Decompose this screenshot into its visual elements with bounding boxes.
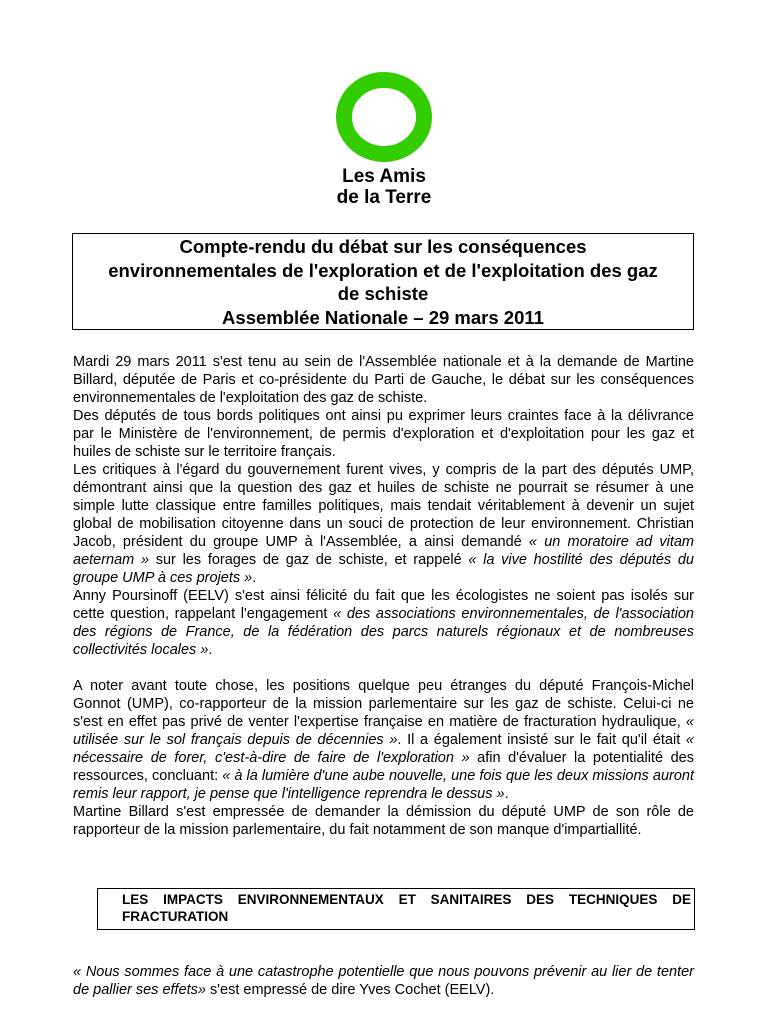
section-heading: LES IMPACTS ENVIRONNEMENTAUX ET SANITAIRES DES TECHNIQUES DE FRACTURATION (97, 888, 695, 930)
green-ring-icon (334, 70, 434, 164)
paragraph-4 (73, 587, 694, 659)
quote-moratoire: « un moratoire ad vitam aeternam » (73, 534, 694, 568)
document-title (72, 233, 694, 330)
paragraph-5-text-a: A noter avant toute chose, les positions quelque peu étranges du député François-Michel Gonnot (UMP), co-rapporteur de la mission parlementaire sur les gaz de schiste. Celui-ci ne s'est en effet pas privé de venter l'expertise française en matière de fracturation hydraulique, (73, 678, 694, 730)
logo-line-1: Les Amis (342, 166, 426, 187)
closing-attribution: s'est empressé de dire Yves Cochet (EELV). (206, 982, 495, 998)
closing-text (73, 963, 694, 999)
paragraph-3-text-a: Les critiques à l'égard du gouvernement furent vives, y compris de la part des députés UMP, démontrant ainsi que la question des gaz et huiles de schiste ne pourrait se résumer à une simple lutte classique entre familles politiques, mais tendait véritablement à devenir un sujet global de mobilisation citoyenne dans un souci de protection de leur environnement. Christian Jacob, président du groupe UMP à l'Assemblée, a ainsi demandé (73, 462, 694, 550)
quote-associations: « des associations environnementales, de l'association des régions de France, de la fédération des parcs naturels régionaux et de nombreuses collectivités locales » (73, 606, 694, 658)
quote-lumiere: « à la lumière d'une aube nouvelle, une fois que les deux missions auront remis leur rapport, je pense que l'intelligence reprendra le dessus » (73, 768, 694, 802)
paragraph-2: Des députés de tous bords politiques ont ainsi pu exprimer leurs craintes face à la délivrance par le Ministère de l'environnement, de permis d'exploration et d'exploitation pour les gaz et huiles de schiste sur le territoire français. (73, 408, 694, 460)
paragraph-4-text-a: Anny Poursinoff (EELV) s'est ainsi félicité du fait que les écologistes ne soient pas isolés sur cette question, rappelant l'engagement (73, 588, 694, 622)
quote-decennies: « utilisée sur le sol français depuis de décennies » (73, 714, 694, 748)
body-text (73, 353, 694, 839)
quote-cochet: « Nous sommes face à une catastrophe potentielle que nous pouvons prévenir au lier de tenter de pallier ses effets» (73, 964, 694, 998)
paragraph-3-text-b: sur les forages de gaz de schiste, et rappelé (149, 552, 469, 568)
title-line-2: environnementales de l'exploration et de l'exploitation des gaz (108, 259, 658, 281)
paragraph-5 (73, 677, 694, 803)
logo-text (0, 166, 768, 208)
quote-hostilite: « la vive hostilité des députés du groupe UMP à ces projets » (73, 552, 695, 586)
paragraph-6: Martine Billard s'est empressée de demander la démission du député UMP de son rôle de rapporteur de la mission parlementaire, du fait notamment de son manque d'impartiallité. (73, 804, 694, 838)
paragraph-spacer (73, 659, 694, 677)
paragraph-1: Mardi 29 mars 2011 s'est tenu au sein de l'Assemblée nationale et à la demande de Martine Billard, députée de Paris et co-présidente du Parti de Gauche, le débat sur les conséquences environnementales de l'exploitation des gaz de schiste. (73, 354, 694, 406)
paragraph-4-text-b: . (208, 642, 213, 658)
title-line-4: Assemblée Nationale – 29 mars 2011 (222, 306, 544, 328)
title-line-1: Compte-rendu du débat sur les conséquences (179, 236, 587, 257)
paragraph-3 (73, 461, 694, 587)
paragraph-5-text-d: . (504, 786, 509, 802)
paragraph-5-text-b: . Il a également insisté sur le fait qu'il était (397, 732, 686, 748)
closing-paragraph (73, 963, 694, 999)
paragraph-3-text-c: . (252, 570, 257, 586)
quote-forer: « nécessaire de forer, c'est-à-dire de faire de l'exploration » (73, 732, 694, 766)
logo-line-2: de la Terre (336, 187, 432, 208)
paragraph-5-text-c: afin d'évaluer la potentialité des ressources, concluant: (73, 750, 694, 784)
logo (0, 70, 768, 208)
title-line-3: de schiste (337, 283, 429, 304)
